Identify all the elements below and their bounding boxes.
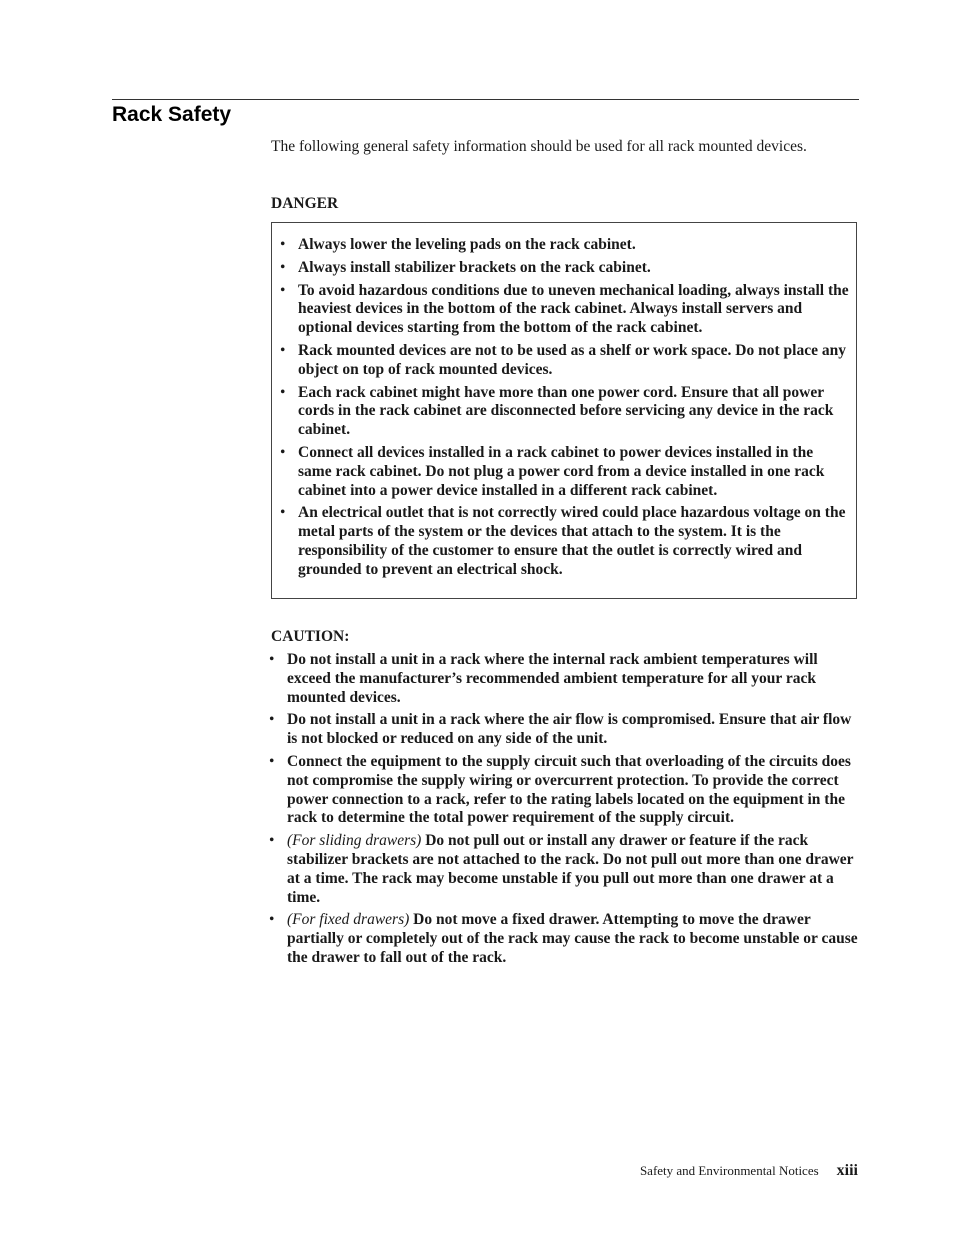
bullet-icon: •: [269, 832, 275, 850]
caution-item-text: Do not install a unit in a rack where the internal rack ambient temperatures will exceed the manufacturer’s recommended ambient temperature for all your rack mounted devices.: [287, 651, 818, 706]
caution-item-text: Connect the equipment to the supply circuit such that overloading of the circuits does not compromise the supply wiring or overcurrent protection. To provide the correct power connection to a rack, refer to the rating labels located on the equipment in the rack to determine the total power requirement of the supply circuit.: [287, 752, 851, 827]
list-item: [269, 651, 861, 707]
list-item: [280, 342, 850, 380]
bullet-icon: •: [280, 236, 286, 253]
list-item: [269, 911, 861, 967]
list-item: [280, 236, 850, 255]
bullet-icon: •: [269, 711, 275, 729]
danger-item-text: Rack mounted devices are not to be used as a shelf or work space. Do not place any object on top of rack mounted devices.: [298, 341, 846, 378]
bullet-icon: •: [280, 281, 286, 299]
list-item: [269, 753, 861, 828]
danger-item-text: An electrical outlet that is not correctly wired could place hazardous voltage on the metal parts of the system or the devices that attach to the system. It is the responsibility of the customer to ensure that the outlet is correctly wired and grounded to prevent an electrical shock.: [298, 504, 846, 578]
danger-item-text: Each rack cabinet might have more than one power cord. Ensure that all power cords in the rack cabinet are disconnected before servicing any device in the rack cabinet.: [298, 383, 834, 439]
footer-title: Safety and Environmental Notices: [639, 1163, 819, 1178]
caution-qualifier: (For sliding drawers): [287, 832, 422, 850]
list-item: [269, 832, 861, 907]
danger-label: DANGER: [271, 195, 339, 212]
bullet-icon: •: [269, 911, 275, 929]
danger-item-text: Connect all devices installed in a rack cabinet to power devices installed in the same rack cabinet. Do not plug a power cord from a device installed in one rack cabinet into a power device installed in a different rack cabinet.: [298, 443, 825, 499]
list-item: [280, 504, 850, 579]
caution-label: CAUTION:: [271, 628, 350, 645]
page-title: Rack Safety: [112, 103, 232, 126]
list-item: [280, 259, 850, 278]
bullet-icon: •: [269, 752, 275, 770]
bullet-icon: •: [280, 258, 286, 276]
danger-item-text: Always lower the leveling pads on the rack cabinet.: [298, 236, 636, 253]
list-item: [280, 444, 850, 500]
danger-item-text: Always install stabilizer brackets on the rack cabinet.: [298, 258, 651, 276]
list-item: [269, 711, 861, 749]
section-rule: [112, 99, 859, 100]
bullet-icon: •: [280, 443, 286, 461]
bullet-icon: •: [280, 383, 286, 401]
danger-notice-box: [271, 222, 857, 599]
list-item: [280, 384, 850, 440]
danger-list: [280, 236, 850, 584]
page-number: xiii: [836, 1162, 858, 1179]
intro-paragraph: The following general safety information should be used for all rack mounted devices.: [271, 138, 807, 155]
list-item: [280, 282, 850, 338]
caution-item-text: Do not pull out or install any drawer or feature if the rack stabilizer brackets are not attached to the rack. Do not pull out more than one drawer at a time. The rack may become unstable if you pull out more than one drawer at a time.: [287, 832, 854, 906]
caution-list: [269, 651, 861, 972]
page-footer: [640, 1162, 858, 1180]
caution-qualifier: (For fixed drawers): [287, 911, 410, 929]
danger-item-text: To avoid hazardous conditions due to uneven mechanical loading, always install the heaviest devices in the bottom of the rack cabinet. Always install servers and optional devices starting from the bottom of the rack cabinet.: [298, 281, 849, 337]
bullet-icon: •: [280, 504, 286, 522]
caution-item-text: Do not move a fixed drawer. Attempting to move the drawer partially or completely out of the rack may cause the rack to become unstable or cause the drawer to fall out of the rack.: [287, 911, 858, 966]
bullet-icon: •: [280, 341, 286, 359]
bullet-icon: •: [269, 651, 275, 668]
caution-item-text: Do not install a unit in a rack where the air flow is compromised. Ensure that air flow is not blocked or reduced on any side of the unit.: [287, 711, 852, 748]
